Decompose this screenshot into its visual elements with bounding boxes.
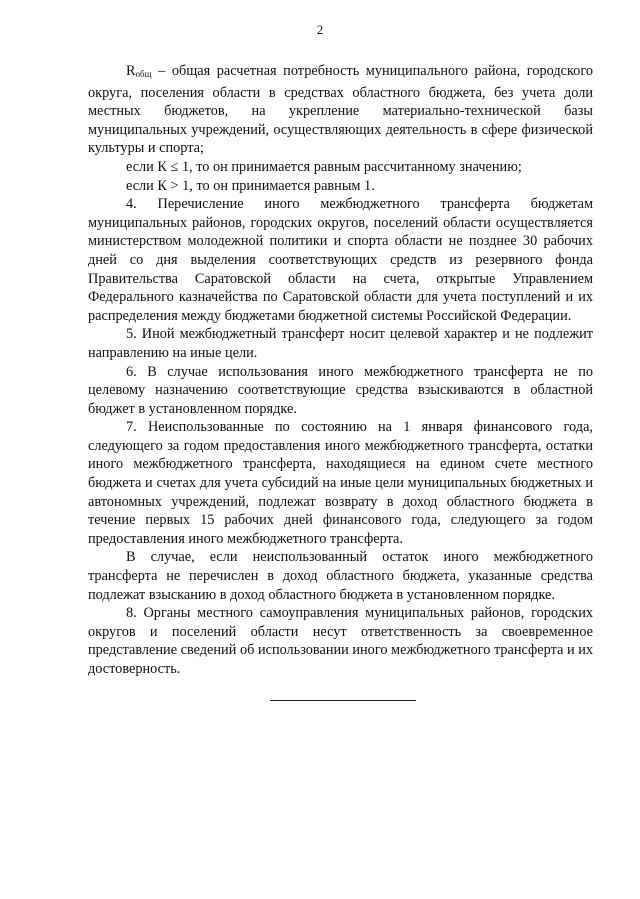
page-number: 2 — [316, 22, 324, 37]
document-body — [88, 62, 593, 679]
condition-line: если К ≤ 1, то он принимается равным рассчитанному значению; — [126, 158, 522, 175]
paragraph-5: 5. Иной межбюджетный трансферт носит целевой характер и не подлежит направлению на иные цели. — [88, 326, 593, 361]
paragraph-7-continuation: В случае, если неиспользованный остаток иного межбюджетного трансферта не перечислен в доход областного бюджета, указанные средства подлежат взысканию в доход областного бюджета в установленном порядке. — [88, 549, 593, 603]
paragraph-7: 7. Неиспользованные по состоянию на 1 января финансового года, следующего за годом предоставления иного межбюджетного трансферта, остатки иного межбюджетного трансферта, находящиеся на едином счете местного бюджета и счетах для учета субсидий на иные цели муниципальных бюджетных и автономных учреждений, подлежат возврату в доход областного бюджета в течение первых 15 рабочих дней финансового года, следующего за годом предоставления иного межбюджетного трансферта. — [88, 419, 593, 547]
definition-subscript: общ — [135, 69, 152, 79]
paragraph-4: 4. Перечисление иного межбюджетного трансферта бюджетам муниципальных районов, городских округов, поселений области осуществляется министерством молодежной политики и спорта области не позднее 30 рабочих дней со дня выделения соответствующих средств из резервного фонда Правительства Саратовской области на счета, открытые Управлением Федерального казначейства по Саратовской области для учета поступлений и их распределения между бюджетами бюджетной системы Российской Федерации. — [88, 196, 593, 324]
definition-text: – общая расчетная потребность муниципального района, городского округа, поселения области в средствах областного бюджета, без учета доли местных бюджетов, на укрепление материально-технической базы муниципальных учреждений, осуществляющих деятельность в сфере физической культуры и спорта; — [88, 63, 593, 157]
definition-paragraph — [88, 62, 593, 158]
closing-divider — [270, 700, 416, 701]
definition-symbol: R — [126, 63, 136, 79]
paragraph-6: 6. В случае использования иного межбюджетного трансферта не по целевому назначению соответствующие средства взыскиваются в областной бюджет в установленном порядке. — [88, 363, 593, 417]
condition-line: если К > 1, то он принимается равным 1. — [126, 177, 375, 194]
paragraph-8: 8. Органы местного самоуправления муниципальных районов, городских округов и поселений области несут ответственность за своевременное представление сведений об использовании иного межбюджетного трансферта и их достоверность. — [88, 605, 593, 677]
